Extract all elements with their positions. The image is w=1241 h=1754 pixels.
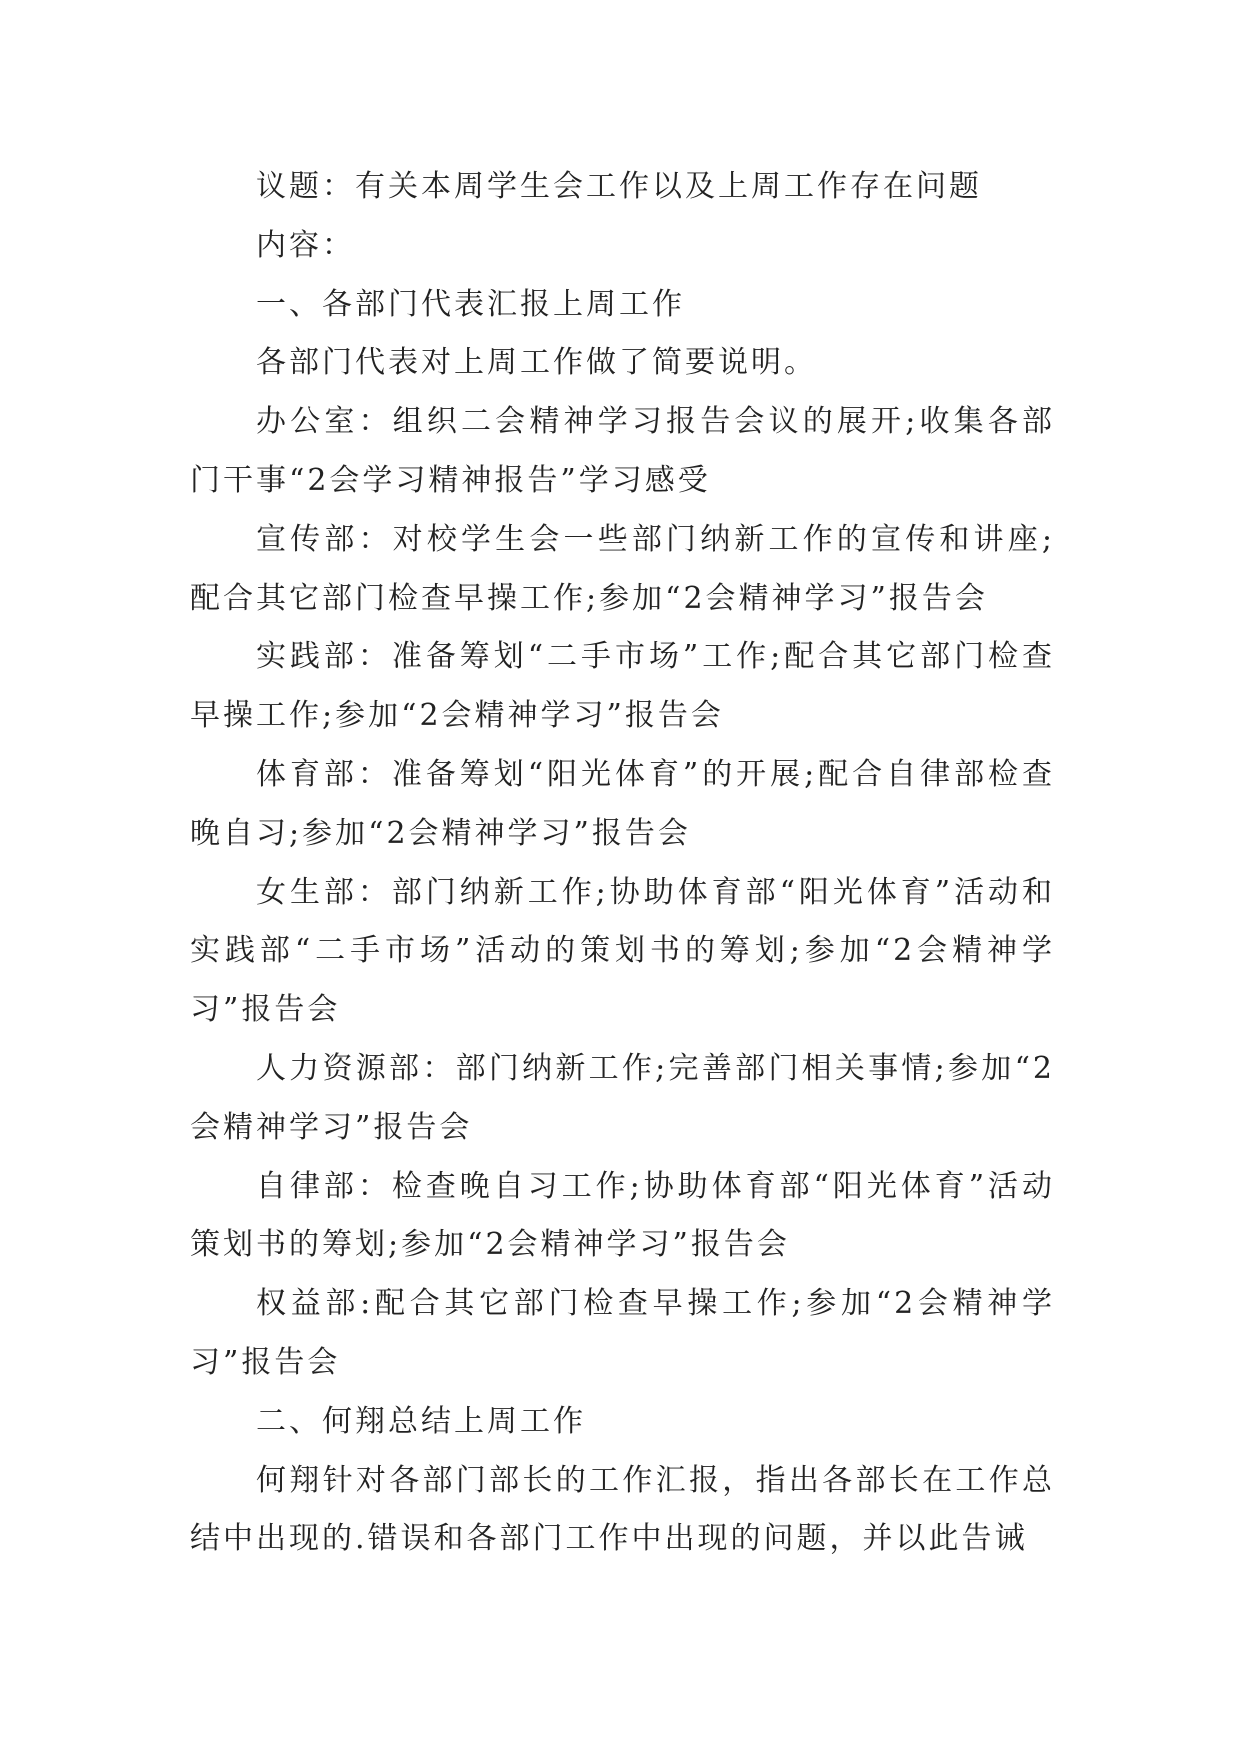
paragraph-rights: 权益部:配合其它部门检查早操工作;参加“2会精神学习”报告会 bbox=[190, 1286, 1055, 1380]
paragraph-publicity: 宣传部：对校学生会一些部门纳新工作的宣传和讲座;配合其它部门检查早操工作;参加“2会精神学习”报告会 bbox=[190, 521, 1055, 616]
content-heading: 内容： bbox=[256, 227, 355, 263]
document-body bbox=[190, 158, 1055, 1569]
paragraph-discipline: 自律部：检查晚自习工作;协助体育部“阳光体育”活动策划书的筹划;参加“2会精神学习”报告会 bbox=[190, 1168, 1055, 1263]
paragraph-human-resources: 人力资源部：部门纳新工作;完善部门相关事情;参加“2会精神学习”报告会 bbox=[190, 1050, 1055, 1145]
paragraph-female-students: 女生部：部门纳新工作;协助体育部“阳光体育”活动和实践部“二手市场”活动的策划书的筹划;参加“2会精神学习”报告会 bbox=[190, 874, 1055, 1028]
agenda-topic: 议题：有关本周学生会工作以及上周工作存在问题 bbox=[256, 169, 982, 204]
section-heading-1: 一、各部门代表汇报上周工作 bbox=[256, 286, 685, 322]
paragraph-practice: 实践部：准备筹划“二手市场”工作;配合其它部门检查早操工作;参加“2会精神学习”报告会 bbox=[190, 639, 1055, 734]
section-heading-2: 二、何翔总结上周工作 bbox=[256, 1403, 586, 1439]
paragraph-office: 办公室：组织二会精神学习报告会议的展开;收集各部门干事“2会学习精神报告”学习感受 bbox=[190, 404, 1055, 498]
paragraph-summary: 各部门代表对上周工作做了简要说明。 bbox=[256, 345, 817, 381]
paragraph-sports: 体育部：准备筹划“阳光体育”的开展;配合自律部检查晚自习;参加“2会精神学习”报告会 bbox=[190, 756, 1055, 851]
paragraph-hexiang-summary: 何翔针对各部门部长的工作汇报，指出各部长在工作总结中出现的.错误和各部门工作中出现的问题，并以此告诫 bbox=[190, 1462, 1055, 1557]
